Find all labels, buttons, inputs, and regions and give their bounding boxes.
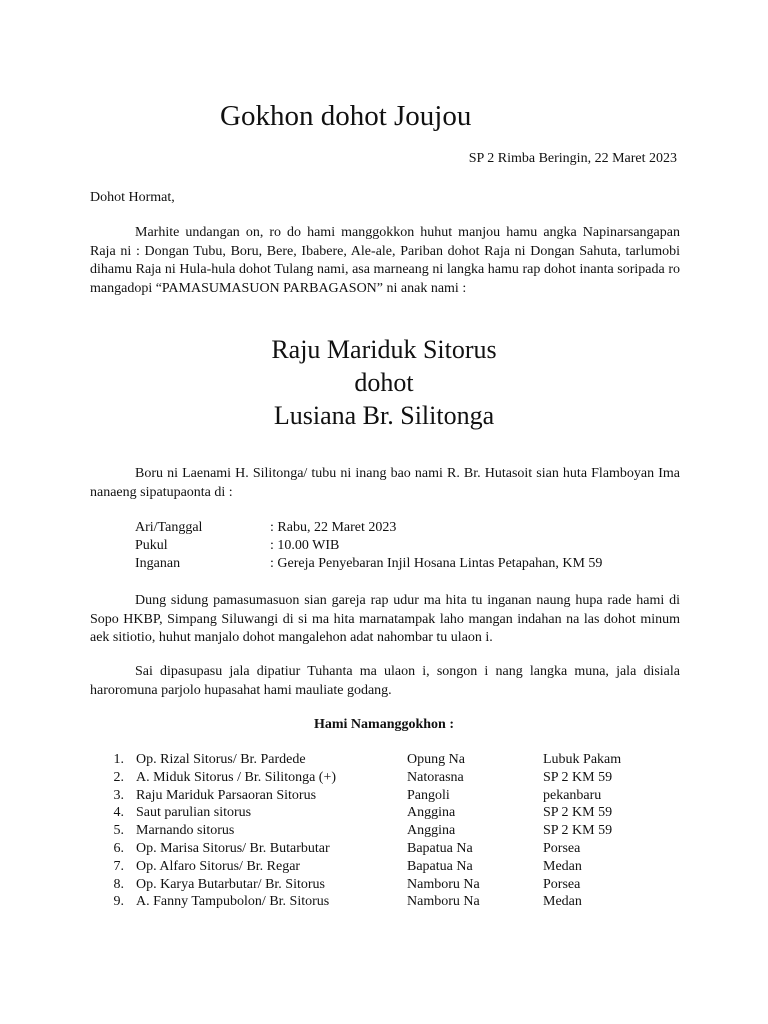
signer-relation: Natorasna [407,769,464,785]
signer-name: Saut parulian sitorus [136,805,252,821]
list-item [100,876,700,894]
list-number: 1. [113,752,124,767]
signer-name: Op. Rizal Sitorus/ Br. Pardede [136,752,306,767]
closing-paragraph: Sai dipasupasu jala dipatiur Tuhanta ma ulaon i, songon i nang langka muna, jala disiala haroromuna parjolo hupasahat hami mauliate godang. [90,664,680,698]
signer-name: Op. Alfaro Sitorus/ Br. Regar [136,858,301,874]
signer-name: A. Miduk Sitorus / Br. Silitonga (+) [136,769,337,785]
list-number: 4. [113,805,124,821]
signer-relation: Namboru Na [407,876,480,892]
invitation-paragraph: Marhite undangan on, ro do hami manggokkon huhut manjou hamu angka Napinarsangapan Raja ni : Dongan Tubu, Boru, Bere, Ibabere, Ale-ale, Pariban dohot Raja ni Dongan Sahuta, tarlumobi dihamu Raja ni Hula-hula dohot Tulang nami, asa marneang ni langka hamu rap dohot inanta soripada ro mangadopi “PAMASUMASUON PARBAGASON” ni anak nami : [90,225,680,296]
signer-place: SP 2 KM 59 [543,823,613,839]
detail-label: Ari/Tanggal [135,520,203,535]
couple-connector: dohot [354,368,414,397]
list-item [100,858,700,876]
signer-name: A. Fanny Tampubolon/ Br. Sitorus [136,894,330,910]
salutation: Dohot Hormat, [90,190,175,205]
list-item [100,840,700,858]
list-item [100,751,700,769]
list-item [100,893,700,911]
detail-value: : Gereja Penyebaran Injil Hosana Lintas Petapahan, KM 59 [270,556,603,571]
place-and-date: SP 2 Rimba Beringin, 22 Maret 2023 [468,151,677,166]
signer-name: Raju Mariduk Parsaoran Sitorus [136,787,317,803]
reception-paragraph: Dung sidung pamasumasuon sian gareja rap udur ma hita tu inganan naung hupa rade hami di Sopo HKBP, Simpang Siluwangi di si ma hita marnatampak laho mangan indahan na las dohot minum aek sitiotio, huhut manjalo dohot mangalehon adat nahombar tu ulaon i. [90,593,680,645]
signer-relation: Anggina [407,805,456,821]
signer-place: Medan [543,894,582,910]
signer-name: Marnando sitorus [136,823,235,839]
detail-row-time [135,537,695,555]
document-title: Gokhon dohot Joujou [220,100,472,132]
detail-row-date [135,519,695,537]
signer-place: Porsea [543,840,581,856]
list-item [100,787,700,805]
list-item [100,769,700,787]
list-number: 2. [113,769,124,785]
detail-value: : 10.00 WIB [270,538,340,553]
detail-label: Pukul [135,538,168,553]
detail-value: : Rabu, 22 Maret 2023 [270,520,397,535]
detail-row-venue [135,555,695,573]
signer-place: SP 2 KM 59 [543,805,613,821]
bride-parents-paragraph: Boru ni Laenami H. Silitonga/ tubu ni inang bao nami R. Br. Hutasoit sian huta Flamboyan Ima nanaeng sipatupaonta di : [90,466,680,500]
groom-name: Raju Mariduk Sitorus [271,335,497,364]
list-item [100,804,700,822]
signers-list [100,751,700,911]
bride-name: Lusiana Br. Silitonga [273,401,495,430]
signer-relation: Bapatua Na [407,840,473,856]
signer-place: pekanbaru [543,787,602,803]
signer-relation: Anggina [407,823,456,839]
signer-relation: Opung Na [407,752,465,767]
list-number: 8. [113,876,124,892]
signer-name: Op. Marisa Sitorus/ Br. Butarbutar [136,840,330,856]
signers-heading: Hami Namanggokhon : [313,717,455,732]
detail-label: Inganan [135,556,181,571]
signer-relation: Pangoli [407,787,450,803]
list-number: 9. [113,894,124,910]
signer-relation: Namboru Na [407,894,480,910]
list-number: 5. [113,823,124,839]
list-number: 7. [113,858,124,874]
list-number: 3. [113,787,124,803]
event-details [135,519,695,573]
signer-place: Lubuk Pakam [543,752,622,767]
signer-place: Porsea [543,876,581,892]
list-number: 6. [113,840,124,856]
couple-names [0,333,768,432]
signer-place: SP 2 KM 59 [543,769,613,785]
signer-place: Medan [543,858,582,874]
signer-relation: Bapatua Na [407,858,473,874]
list-item [100,822,700,840]
signer-name: Op. Karya Butarbutar/ Br. Sitorus [136,876,325,892]
